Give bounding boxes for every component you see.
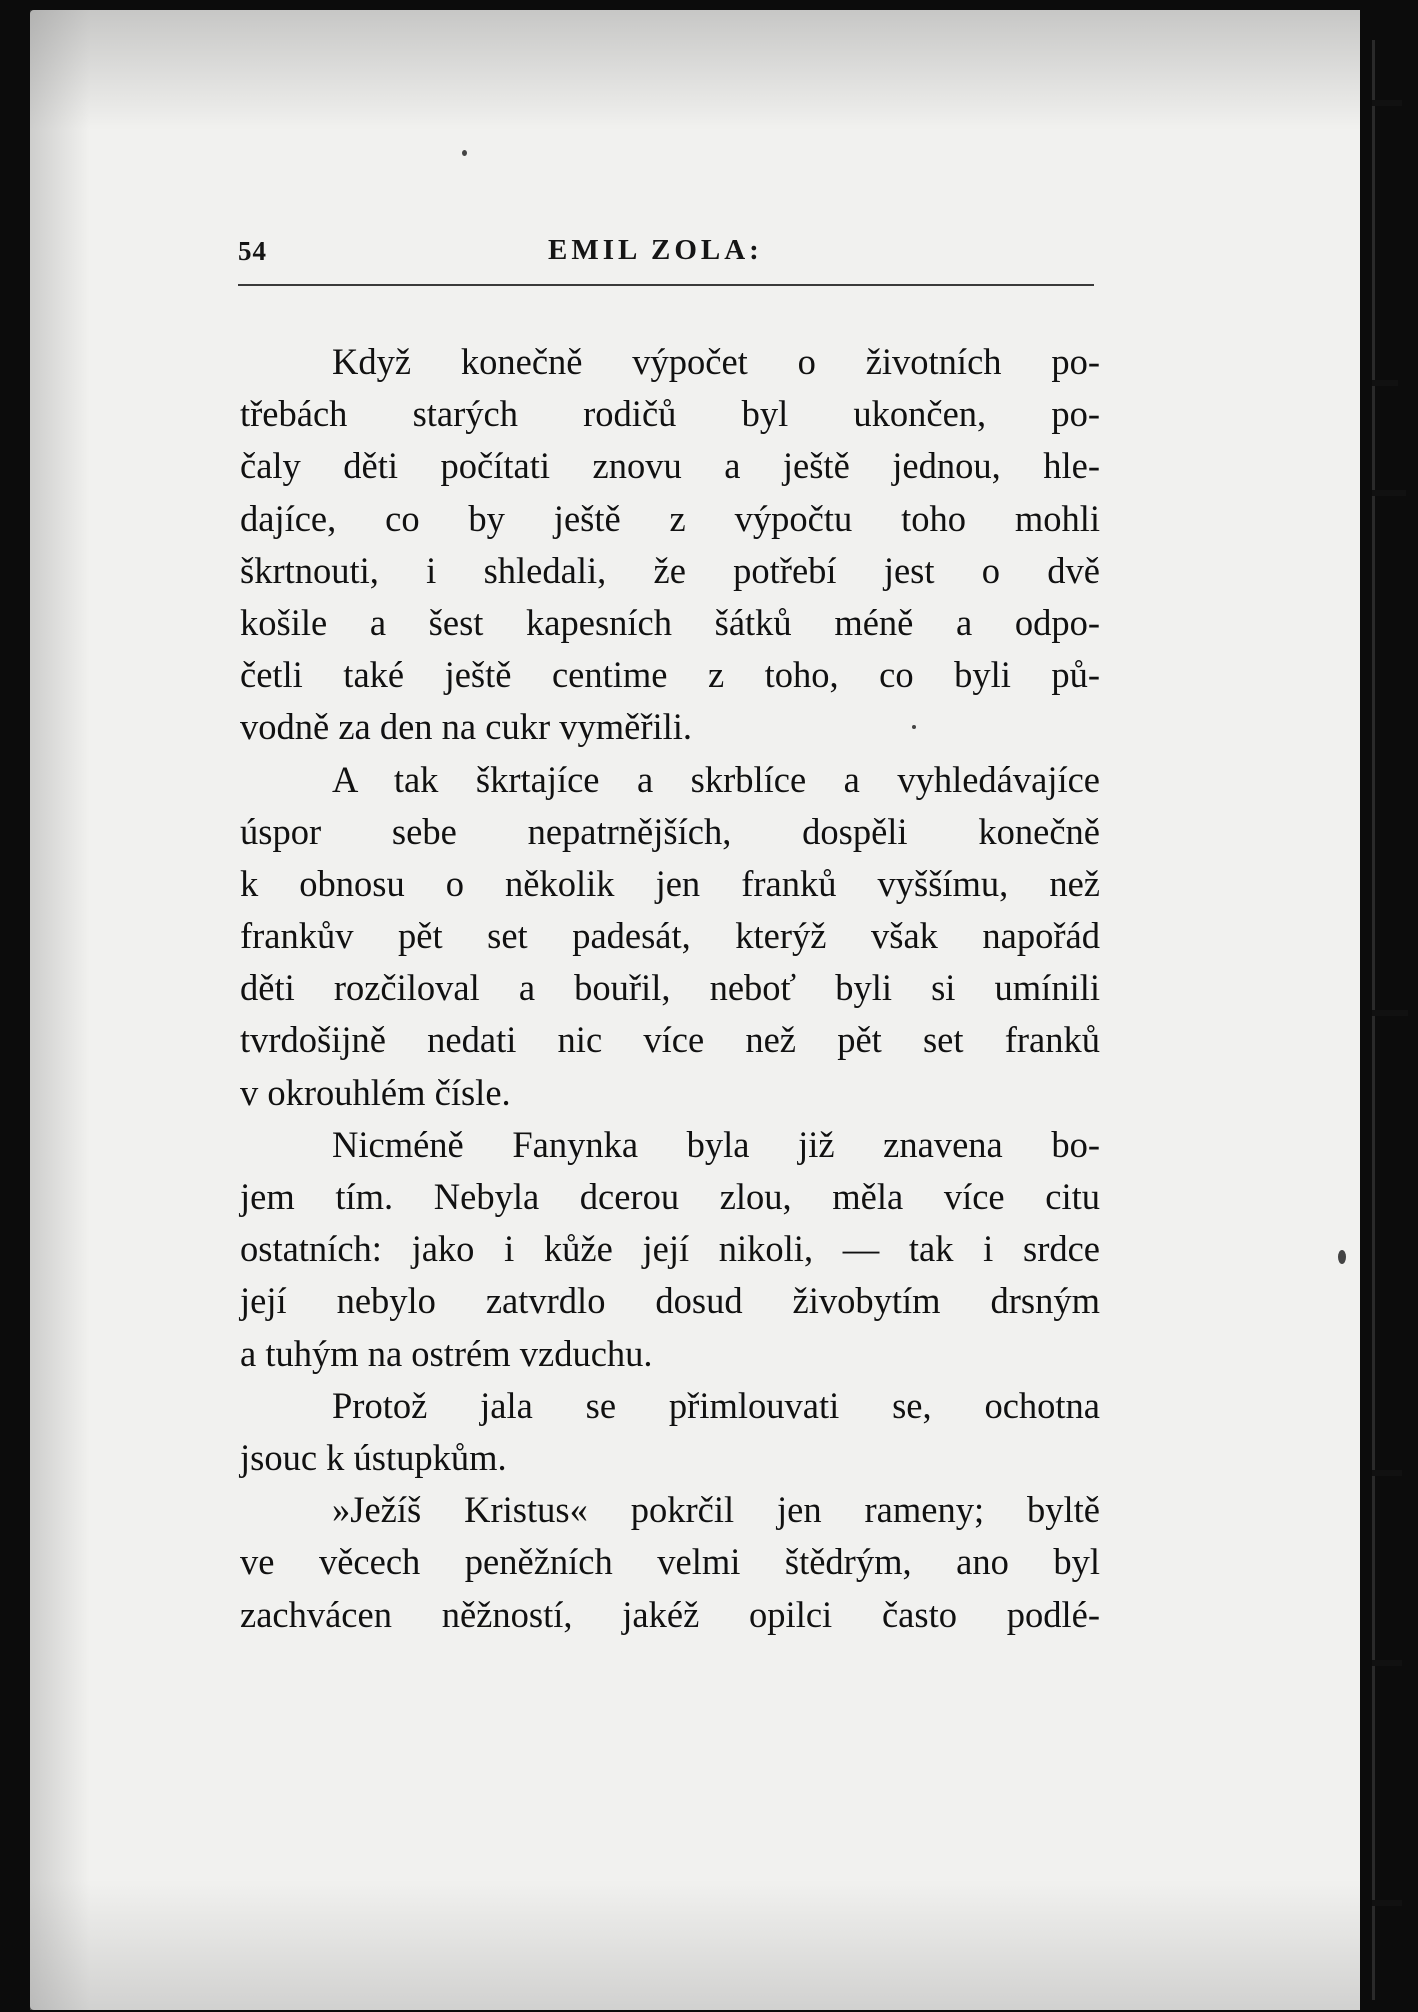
binding-line — [1372, 40, 1375, 2000]
text-line: jsouc k ústupkům. — [240, 1436, 507, 1478]
page-header — [238, 236, 1094, 286]
ink-speck — [462, 150, 467, 156]
text-line: A tak škrtajíce a skrblíce a vyhledávajíce — [332, 758, 1100, 800]
binding-tab-mark — [1372, 100, 1402, 106]
binding-tab-mark — [1372, 1900, 1402, 1906]
text-line: tvrdošijně nedati nic více než pět set franků — [240, 1019, 1100, 1061]
text-line: košile a šest kapesních šátků méně a odpo- — [240, 601, 1100, 643]
binding-tab-mark — [1372, 490, 1406, 496]
text-line: frankův pět set padesát, kterýž však napořád — [240, 915, 1100, 957]
text-line: čaly děti počítati znovu a ještě jednou, hle- — [240, 445, 1100, 487]
text-line: vodně za den na cukr vyměřili. — [240, 706, 693, 748]
body-text — [240, 336, 1100, 1641]
header-rule — [238, 284, 1094, 286]
text-line: »Ježíš Kristus« pokrčil jen rameny; byltě — [332, 1489, 1100, 1531]
text-line: dajíce, co by ještě z výpočtu toho mohli — [240, 497, 1100, 539]
ink-speck — [1338, 1250, 1346, 1264]
text-line: četli také ještě centime z toho, co byli pů- — [240, 654, 1100, 696]
text-line: úspor sebe nepatrnějších, dospěli konečně — [240, 810, 1100, 852]
text-line: ve věcech peněžních velmi štědrým, ano byl — [240, 1541, 1100, 1583]
binding-tab-mark — [1372, 380, 1398, 386]
binding-tab-mark — [1372, 1470, 1402, 1476]
binding-edge — [1360, 0, 1418, 2012]
binding-tab-mark — [1372, 1660, 1402, 1666]
paper-shadow-top — [30, 10, 1390, 130]
paper-shadow-bottom — [30, 1880, 1390, 2010]
text-line: děti rozčiloval a bouřil, neboť byli si umínili — [240, 967, 1100, 1009]
text-line: k obnosu o několik jen franků vyššímu, než — [240, 862, 1100, 904]
text-line: Protož jala se přimlouvati se, ochotna — [332, 1384, 1100, 1426]
running-head: EMIL ZOLA: — [548, 234, 763, 266]
text-line: Když konečně výpočet o životních po- — [332, 341, 1100, 382]
text-line: a tuhým na ostrém vzduchu. — [240, 1332, 653, 1374]
text-line: ostatních: jako i kůže její nikoli, — tak i srdce — [240, 1228, 1100, 1270]
text-line: jem tím. Nebyla dcerou zlou, měla více citu — [240, 1176, 1100, 1217]
text-line: třebách starých rodičů byl ukončen, po- — [240, 393, 1100, 435]
text-line: škrtnouti, i shledali, že potřebí jest o dvě — [240, 549, 1100, 591]
paper-shadow-left — [30, 10, 90, 2010]
text-line: její nebylo zatvrdlo dosud živobytím drsným — [240, 1280, 1100, 1322]
text-line: Nicméně Fanynka byla již znavena bo- — [332, 1123, 1100, 1165]
page-number: 54 — [238, 236, 267, 266]
text-line: v okrouhlém čísle. — [240, 1071, 511, 1113]
text-line: zachvácen něžností, jakéž opilci často podlé- — [240, 1593, 1100, 1635]
binding-tab-mark — [1372, 1010, 1408, 1016]
